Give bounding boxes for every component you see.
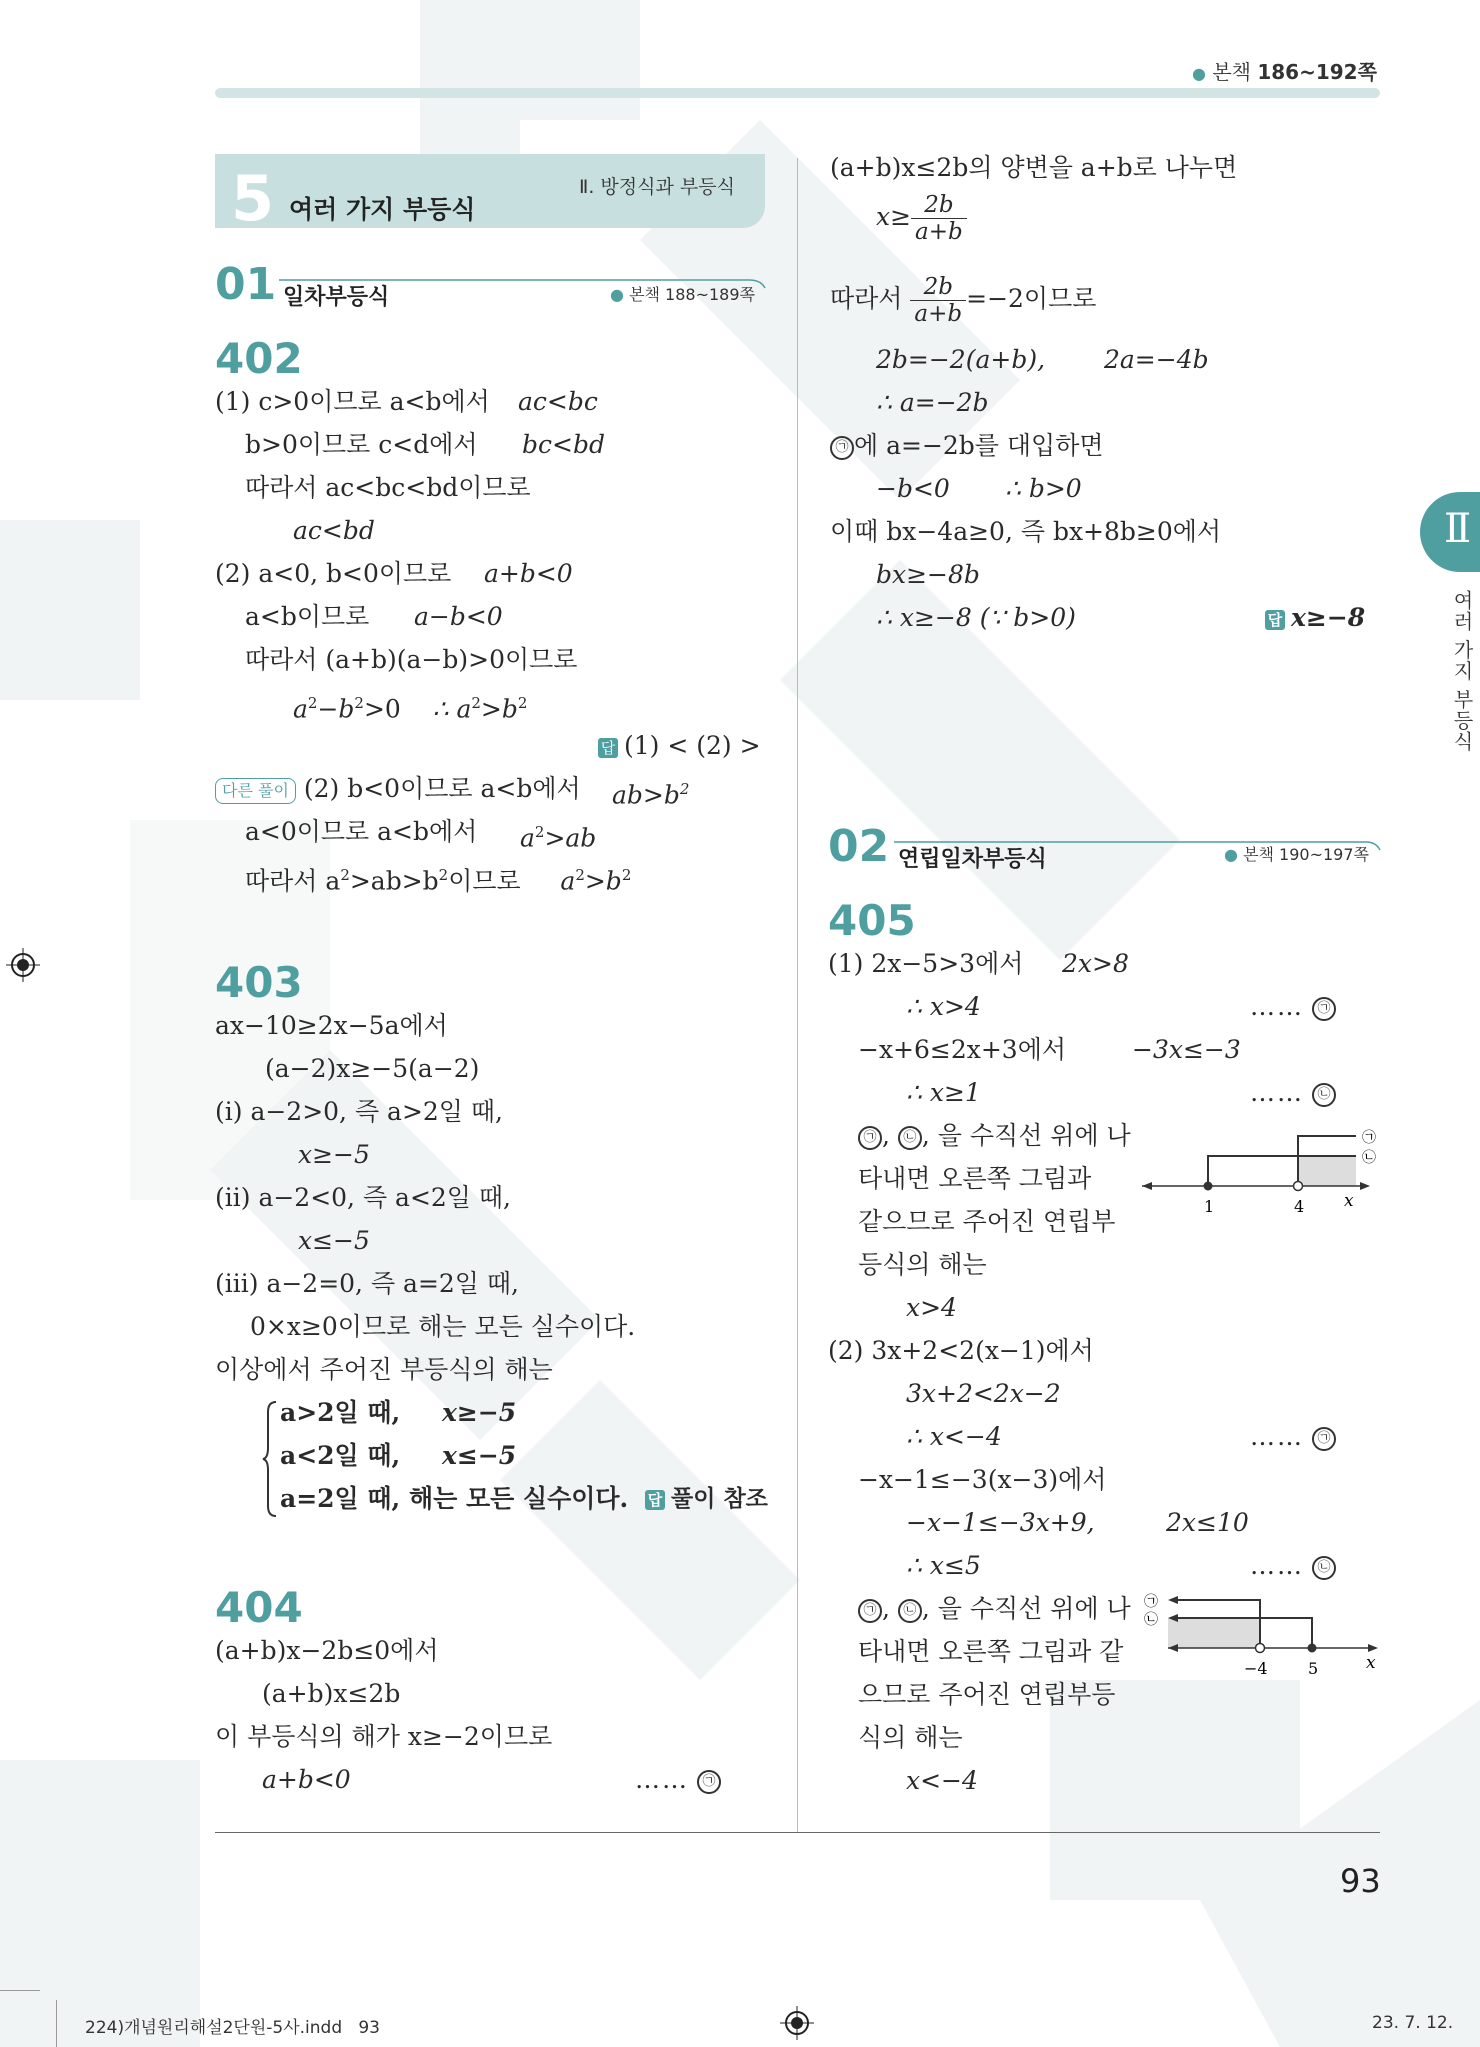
problem-405-number: 405 — [828, 896, 916, 945]
section-ref: 본책 190~197쪽 — [1243, 845, 1370, 864]
p405-line7: 같으므로 주어진 연립부 — [858, 1207, 1116, 1236]
p405-mark4: …… ㉡ — [1250, 1550, 1336, 1582]
p403-case2-result: x≤−5 — [442, 1441, 517, 1470]
p403-line6: x≤−5 — [298, 1226, 370, 1255]
mark-label: ㉠ — [1362, 1130, 1376, 1146]
p402-answer: 답 (1) < (2) > — [598, 730, 761, 762]
p405-m9: 으므로 주어진 연립부등 — [858, 1680, 1116, 1709]
p403-case3: a=2일 때, 해는 모든 실수이다. — [280, 1484, 629, 1513]
p405-mark1: …… ㉠ — [1250, 991, 1336, 1023]
solution-shading — [1168, 1618, 1260, 1648]
p404-r1: (a+b)x≤2b의 양변을 a+b로 나누면 — [830, 153, 1238, 182]
axis-arrow-left — [1142, 1182, 1152, 1190]
open-point — [1256, 1644, 1265, 1653]
page-number: 93 — [1340, 1862, 1381, 1900]
p403-line5: (ⅱ) a−2<0, 즉 a<2일 때, — [215, 1183, 511, 1212]
p404-r2: x≥ $\frac{2b}{a+b}$ — [876, 192, 967, 245]
p404-line1: (a+b)x−2b≤0에서 — [215, 1636, 439, 1665]
section-01-heading: 01 일차부등식 ● 본책 188~189쪽 — [215, 262, 765, 312]
mark-label: ㉠ — [1144, 1594, 1158, 1610]
chapter-title: 여러 가지 부등식 — [289, 195, 476, 224]
p404-r3: 따라서 $\frac{2b}{a+b}$ =−2이므로 — [830, 274, 1097, 327]
p402-alt-line2-result: $a^2>ab$ — [520, 823, 597, 853]
p405-m10: 식의 해는 — [858, 1723, 963, 1752]
p405-line4: ∴ x≥1 — [906, 1078, 981, 1107]
p405-m3: ∴ x<−4 — [906, 1422, 1002, 1451]
closed-point — [1204, 1182, 1213, 1191]
p402-alt-line2: a<0이므로 a<b에서 — [245, 817, 478, 846]
p403-line8: 0×x≥0이므로 해는 모든 실수이다. — [250, 1312, 636, 1341]
header-reference: ● 본책 186~192쪽 — [1192, 60, 1377, 84]
open-point — [1294, 1182, 1303, 1191]
axis-label: x — [1366, 1653, 1376, 1673]
side-tab-roman: Ⅱ — [1444, 506, 1472, 552]
p402-line8: $a^2-b^2>0$ ∴ $a^2>b^2$ — [293, 694, 528, 724]
crop-mark — [56, 2000, 57, 2047]
p404-r5: ∴ a=−2b — [876, 388, 989, 417]
p405-m6: ∴ x≤5 — [906, 1551, 981, 1580]
p405-line5: ㉠ , ㉡ , 을 수직선 위에 나 — [858, 1120, 1131, 1152]
registration-mark-bottom — [780, 2006, 814, 2040]
p405-m7: ㉠ , ㉡ , 을 수직선 위에 나 — [858, 1593, 1131, 1625]
mark-label: ㉡ — [1362, 1150, 1376, 1166]
p405-m5-b: 2x≤10 — [1166, 1508, 1249, 1537]
p404-r6: ㉠ 에 a=−2b를 대입하면 — [830, 430, 1104, 462]
column-divider — [797, 158, 798, 1833]
p402-line6-result: a−b<0 — [414, 602, 503, 631]
p404-mark1: …… ㉠ — [635, 1764, 721, 1796]
p402-line2: b>0이므로 c<d에서 — [245, 430, 478, 459]
chapter-part: Ⅱ. 방정식과 부등식 — [579, 176, 735, 198]
p405-line6: 타내면 오른쪽 그림과 — [858, 1164, 1092, 1193]
solution-shading — [1298, 1156, 1356, 1186]
problem-404-number: 404 — [215, 1583, 303, 1632]
side-tab-label: 여러 가지 부등식 — [1450, 590, 1474, 752]
p403-case1-result: x≥−5 — [442, 1398, 517, 1427]
footer-date: 23. 7. 12. — [1372, 2013, 1454, 2033]
p402-line5: (2) a<0, b<0이므로 — [215, 559, 452, 588]
p403-line2: (a−2)x≥−5(a−2) — [265, 1054, 480, 1083]
p403-case2: a<2일 때, — [280, 1441, 401, 1470]
section-title: 연립일차부등식 — [898, 847, 1047, 872]
p404-line2: (a+b)x≤2b — [262, 1679, 401, 1708]
p402-line2-result: bc<bd — [522, 430, 605, 459]
header-rule — [215, 88, 1380, 98]
p402-alt-line3: 따라서 $a^2>ab>b^2$이므로 $a^2>b^2$ — [245, 866, 632, 896]
p404-r4: 2b=−2(a+b), — [876, 345, 1046, 374]
section-title: 일차부등식 — [283, 285, 390, 310]
registration-mark-left — [6, 948, 40, 982]
p404-answer: 답 x≥−8 — [1265, 602, 1365, 634]
p405-line1-result: 2x>8 — [1062, 949, 1129, 978]
axis-label: x — [1344, 1191, 1354, 1211]
number-line-1 — [1138, 1118, 1388, 1218]
p405-m2: 3x+2<2x−2 — [906, 1379, 1061, 1408]
chapter-banner — [215, 154, 765, 235]
p405-mark3: …… ㉠ — [1250, 1421, 1336, 1453]
number-line-2 — [1138, 1592, 1388, 1692]
p405-m11: x<−4 — [906, 1766, 978, 1795]
problem-403-number: 403 — [215, 958, 303, 1007]
axis-arrow-right — [1360, 1182, 1370, 1190]
p405-line3: −x+6≤2x+3에서 — [858, 1035, 1067, 1064]
p402-line7: 따라서 (a+b)(a−b)>0이므로 — [245, 645, 578, 674]
p404-line4: a+b<0 — [262, 1765, 351, 1794]
p402-alt-line1-result: $ab>b^2$ — [612, 780, 690, 810]
axis-arrow-right — [1368, 1644, 1378, 1652]
tick-label: 4 — [1294, 1197, 1305, 1216]
p403-line1: ax−10≥2x−5a에서 — [215, 1011, 448, 1040]
p405-m5: −x−1≤−3x+9, — [906, 1508, 1095, 1537]
p405-m4: −x−1≤−3(x−3)에서 — [858, 1465, 1107, 1494]
p402-line3: 따라서 ac<bc<bd이므로 — [245, 473, 531, 502]
p404-r10: ∴ x≥−8 (∵ b>0) — [876, 603, 1076, 632]
chapter-number: 5 — [231, 162, 275, 235]
tick-label: 1 — [1204, 1197, 1215, 1216]
p402-line1-result: ac<bc — [518, 387, 598, 416]
p402-alt-line1: 다른 풀이 (2) b<0이므로 a<b에서 — [215, 773, 581, 805]
crop-mark — [0, 1990, 40, 1991]
p403-case1: a>2일 때, — [280, 1398, 401, 1427]
p404-r9: bx≥−8b — [876, 560, 980, 589]
p404-r7-b: ∴ b>0 — [1005, 474, 1082, 503]
section-number: 02 — [828, 821, 890, 872]
bottom-rule — [215, 1832, 1380, 1833]
p405-m8: 타내면 오른쪽 그림과 같 — [858, 1637, 1124, 1666]
p405-line2: ∴ x>4 — [906, 992, 981, 1021]
p403-answer: 답 풀이 참조 — [645, 1483, 768, 1515]
p402-line5-result: a+b<0 — [484, 559, 573, 588]
p402-line1: (1) c>0이므로 a<b에서 — [215, 387, 490, 416]
p405-line9: x>4 — [906, 1293, 957, 1322]
closed-point — [1308, 1644, 1317, 1653]
p402-line6: a<b이므로 — [245, 602, 370, 631]
p405-line8: 등식의 해는 — [858, 1250, 987, 1279]
p404-r4-b: 2a=−4b — [1104, 345, 1209, 374]
p405-line1: (1) 2x−5>3에서 — [828, 949, 1024, 978]
footer-filename: 224)개념원리해설2단원-5사.indd 93 — [85, 2018, 380, 2038]
p404-line3: 이 부등식의 해가 x≥−2이므로 — [215, 1722, 553, 1751]
p404-r7: −b<0 — [876, 474, 950, 503]
problem-402-number: 402 — [215, 334, 303, 383]
case-brace — [262, 1400, 278, 1518]
p405-line3-result: −3x≤−3 — [1132, 1035, 1241, 1064]
p404-r8: 이때 bx−4a≥0, 즉 bx+8b≥0에서 — [830, 517, 1222, 546]
section-number: 01 — [215, 259, 277, 310]
section-02-heading: 02 연립일차부등식 ● 본책 190~197쪽 — [828, 824, 1380, 874]
tick-label: −4 — [1244, 1659, 1268, 1678]
p403-line4: x≥−5 — [298, 1140, 370, 1169]
p405-mark2: …… ㉡ — [1250, 1077, 1336, 1109]
p403-line7: (ⅲ) a−2=0, 즉 a=2일 때, — [215, 1269, 519, 1298]
p403-line3: (ⅰ) a−2>0, 즉 a>2일 때, — [215, 1097, 504, 1126]
arrowhead — [1168, 1596, 1178, 1604]
section-ref: 본책 188~189쪽 — [629, 285, 756, 304]
p405-m1: (2) 3x+2<2(x−1)에서 — [828, 1336, 1094, 1365]
p403-line9: 이상에서 주어진 부등식의 해는 — [215, 1355, 553, 1384]
tick-label: 5 — [1308, 1659, 1319, 1678]
mark-label: ㉡ — [1144, 1612, 1158, 1628]
alt-solution-badge: 다른 풀이 — [215, 778, 296, 804]
p402-line4: ac<bd — [293, 516, 375, 545]
